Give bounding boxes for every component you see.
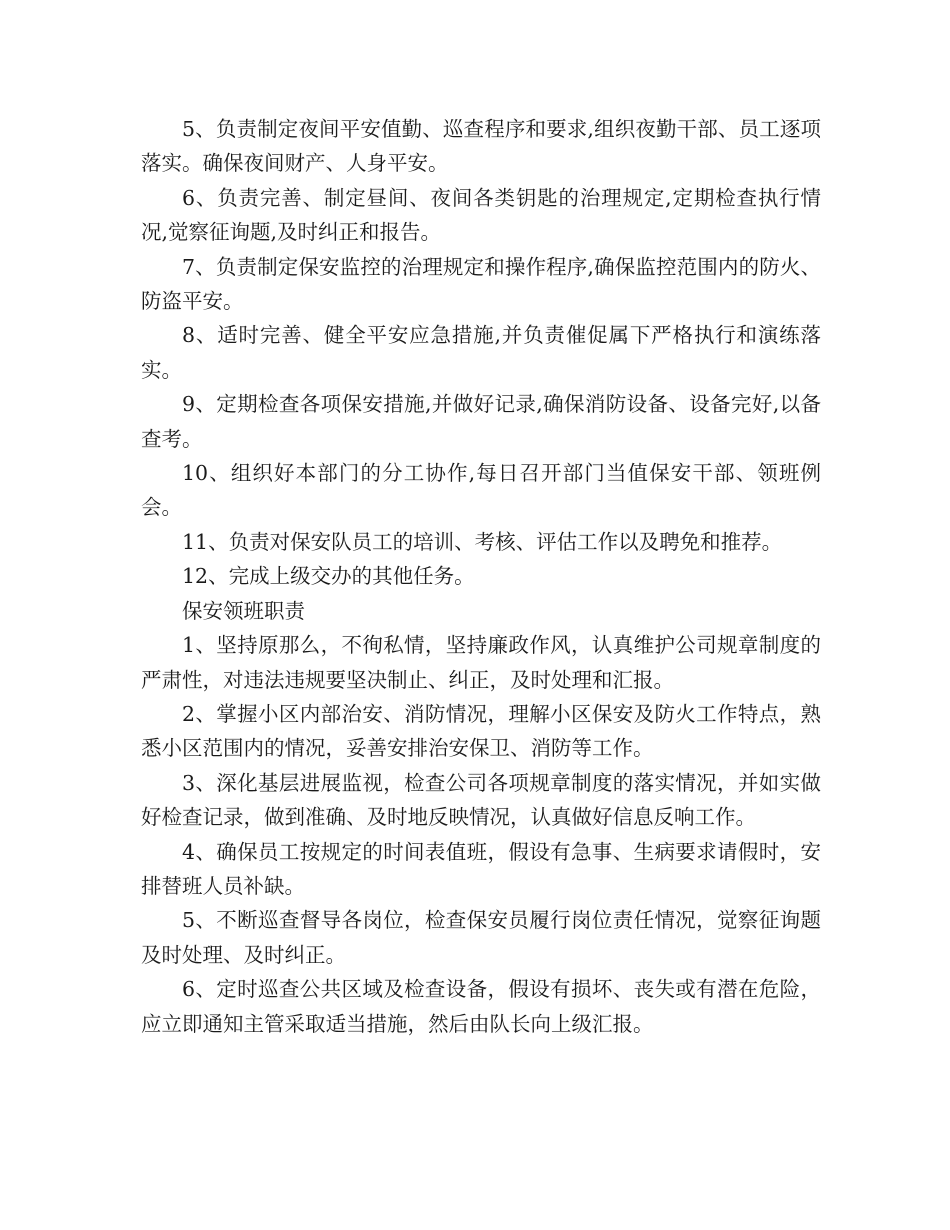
- paragraph-duty-5: 5、负责制定夜间平安值勤、巡查程序和要求,组织夜勤干部、员工逐项落实。确保夜间财产、人身平安。: [141, 117, 821, 176]
- paragraph-duty-11: 11、负责对保安队员工的培训、考核、评估工作以及聘免和推荐。: [182, 529, 783, 554]
- paragraph-leader-duty-1: 1、坚持原那么，不徇私情，坚持廉政作风，认真维护公司规章制度的严肃性，对违法违规要坚决制止、纠正，及时处理和汇报。: [141, 633, 821, 692]
- section-heading: 保安领班职责: [182, 598, 305, 623]
- paragraph-duty-7: 7、负责制定保安监控的治理规定和操作程序,确保监控范围内的防火、防盗平安。: [141, 254, 821, 314]
- paragraph-duty-12: 12、完成上级交办的其他任务。: [182, 564, 475, 589]
- paragraph-leader-duty-5: 5、不断巡查督导各岗位，检查保安员履行岗位责任情况，觉察征询题及时处理、及时纠正。: [141, 908, 821, 967]
- paragraph-duty-8: 8、适时完善、健全平安应急措施,并负责催促属下严格执行和演练落实。: [141, 323, 821, 382]
- document-body: [141, 112, 821, 1041]
- paragraph-duty-9: 9、定期检查各项保安措施,并做好记录,确保消防设备、设备完好,以备查考。: [141, 392, 821, 451]
- paragraph-leader-duty-4: 4、确保员工按规定的时间表值班，假设有急事、生病要求请假时，安排替班人员补缺。: [141, 839, 821, 898]
- paragraph-duty-10: 10、组织好本部门的分工协作,每日召开部门当值保安干部、领班例会。: [141, 461, 821, 520]
- paragraph-leader-duty-6: 6、定时巡查公共区域及检查设备，假设有损坏、丧失或有潜在危险，应立即通知主管采取适当措施，然后由队长向上级汇报。: [141, 977, 821, 1036]
- paragraph-leader-duty-3: 3、深化基层进展监视，检查公司各项规章制度的落实情况，并如实做好检查记录，做到准确、及时地反映情况，认真做好信息反响工作。: [141, 770, 821, 830]
- paragraph-leader-duty-2: 2、掌握小区内部治安、消防情况，理解小区保安及防火工作特点，熟悉小区范围内的情况，妥善安排治安保卫、消防等工作。: [141, 701, 821, 761]
- paragraph-duty-6: 6、负责完善、制定昼间、夜间各类钥匙的治理规定,定期检查执行情况,觉察征询题,及时纠正和报告。: [141, 185, 821, 245]
